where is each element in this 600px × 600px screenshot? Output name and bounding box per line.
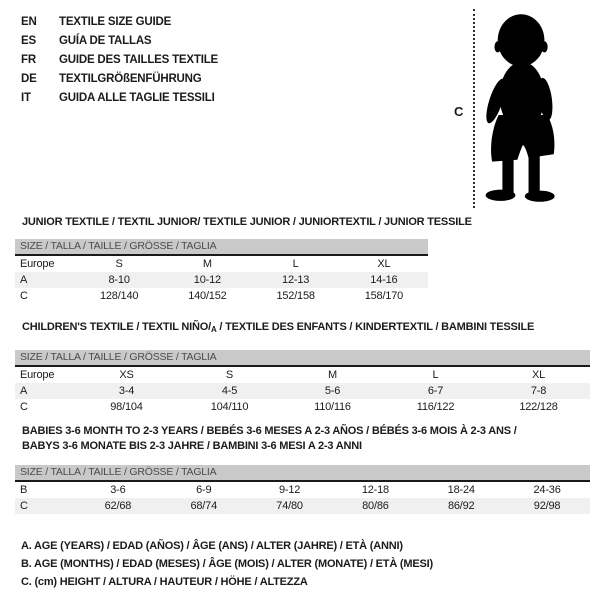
table-row-age — [15, 383, 590, 399]
size-cell: L — [432, 369, 439, 381]
age-cell: 4-5 — [221, 385, 238, 397]
age-cell: 14-16 — [370, 274, 398, 286]
baby-silhouette-icon — [480, 8, 564, 208]
language-row-de — [21, 69, 218, 88]
language-row-fr — [21, 50, 218, 69]
height-cell: 98/104 — [110, 401, 143, 413]
size-cell: S — [225, 369, 234, 381]
height-cell: 104/110 — [210, 401, 249, 413]
section-heading-junior: JUNIOR TEXTILE / TEXTIL JUNIOR/ TEXTILE JUNIOR / JUNIORTEXTIL / JUNIOR TESSILE — [22, 216, 472, 228]
row-label: C — [20, 401, 28, 413]
height-cell: 110/116 — [314, 401, 351, 413]
age-cell: 7-8 — [530, 385, 547, 397]
height-cell: 80/86 — [362, 500, 389, 512]
junior-size-table — [15, 239, 428, 304]
section-heading-babies — [22, 425, 517, 455]
age-cell: 3-4 — [118, 385, 135, 397]
age-cell: 10-12 — [193, 274, 221, 286]
section-heading-children — [22, 321, 534, 334]
height-cell: 116/122 — [416, 401, 455, 413]
height-measure-label: C — [454, 104, 464, 119]
size-bar: SIZE / TALLA / TAILLE / GRÖSSE / TAGLIA — [15, 350, 590, 367]
age-cell: 6-7 — [427, 385, 444, 397]
guide-title-fr: GUIDE DES TAILLES TEXTILE — [59, 53, 218, 66]
heading-line-2: BABYS 3-6 MONATE BIS 2-3 JAHRE / BAMBINI 3-6 MESI A 2-3 ANNI — [22, 440, 362, 452]
size-bar: SIZE / TALLA / TAILLE / GRÖSSE / TAGLIA — [15, 465, 590, 482]
height-cell: 86/92 — [447, 500, 475, 512]
legend-notes — [21, 537, 433, 591]
row-label: A — [20, 274, 28, 286]
table-row-height — [15, 399, 590, 415]
months-cell: 12-18 — [361, 484, 389, 496]
size-cell: M — [328, 369, 337, 381]
language-code: ES — [21, 34, 36, 47]
guide-title-de: TEXTILGRÖßENFÜHRUNG — [59, 72, 202, 85]
heading-text: CHILDREN'S TEXTILE / TEXTIL NIÑO/ — [22, 321, 211, 333]
months-cell: 9-12 — [278, 484, 301, 496]
table-row-height — [15, 288, 428, 304]
children-size-table — [15, 350, 590, 415]
language-code: IT — [21, 91, 31, 104]
size-cell: L — [292, 258, 299, 270]
months-cell: 18-24 — [447, 484, 475, 496]
size-cell: M — [202, 258, 212, 270]
language-title-list — [21, 12, 218, 107]
height-cell: 62/68 — [104, 500, 132, 512]
months-cell: 24-36 — [533, 484, 561, 496]
row-label: Europe — [20, 369, 55, 381]
height-cell: 158/170 — [364, 290, 404, 302]
row-label: C — [20, 500, 28, 512]
size-cell: XS — [119, 369, 134, 381]
height-cell: 68/74 — [190, 500, 217, 512]
language-code: FR — [21, 53, 36, 66]
age-cell: 8-10 — [108, 274, 130, 286]
table-row-europe — [15, 367, 590, 383]
guide-title-it: GUIDA ALLE TAGLIE TESSILI — [59, 91, 215, 104]
table-row-age — [15, 272, 428, 288]
height-cell: 128/140 — [99, 290, 139, 302]
language-code: EN — [21, 15, 37, 28]
guide-title-es: GUÍA DE TALLAS — [59, 34, 152, 47]
language-row-en — [21, 12, 218, 31]
size-cell: XL — [377, 258, 391, 270]
months-cell: 3-6 — [110, 484, 126, 496]
height-cell: 152/158 — [276, 290, 315, 302]
heading-text: / TEXTILE DES ENFANTS / KINDERTEXTIL / BAMBINI TESSILE — [216, 321, 535, 333]
language-row-it — [21, 88, 218, 107]
row-label: C — [20, 290, 28, 302]
note-age-years: A. AGE (YEARS) / EDAD (AÑOS) / ÂGE (ANS) / ALTER (JAHRE) / ETÀ (ANNI) — [21, 540, 403, 552]
height-cell: 74/80 — [276, 500, 303, 512]
row-label: A — [20, 385, 28, 397]
babies-size-table — [15, 465, 590, 514]
height-dotted-line — [473, 9, 475, 208]
language-row-es — [21, 31, 218, 50]
guide-title-en: TEXTILE SIZE GUIDE — [59, 15, 172, 28]
size-cell: S — [115, 258, 123, 270]
note-height-cm: C. (cm) HEIGHT / ALTURA / HAUTEUR / HÖHE / ALTEZZA — [21, 576, 308, 588]
size-cell: XL — [531, 369, 546, 381]
table-row-months — [15, 482, 590, 498]
height-cell: 122/128 — [519, 401, 558, 413]
heading-subscript: A — [210, 325, 217, 334]
age-cell: 12-13 — [282, 274, 310, 286]
months-cell: 6-9 — [196, 484, 212, 496]
table-row-europe — [15, 256, 428, 272]
heading-line-1: BABIES 3-6 MONTH TO 2-3 YEARS / BEBÉS 3-6 MESES A 2-3 AÑOS / BÉBÉS 3-6 MOIS À 2-3 ANS / — [22, 425, 517, 437]
language-code: DE — [21, 72, 37, 85]
size-bar: SIZE / TALLA / TAILLE / GRÖSSE / TAGLIA — [15, 239, 428, 256]
age-cell: 5-6 — [324, 385, 341, 397]
table-row-height — [15, 498, 590, 514]
height-cell: 140/152 — [188, 290, 227, 302]
row-label: B — [20, 484, 28, 496]
height-cell: 92/98 — [533, 500, 561, 512]
row-label: Europe — [20, 258, 55, 270]
note-age-months: B. AGE (MONTHS) / EDAD (MESES) / ÂGE (MOIS) / ALTER (MONATE) / ETÀ (MESI) — [21, 558, 433, 570]
